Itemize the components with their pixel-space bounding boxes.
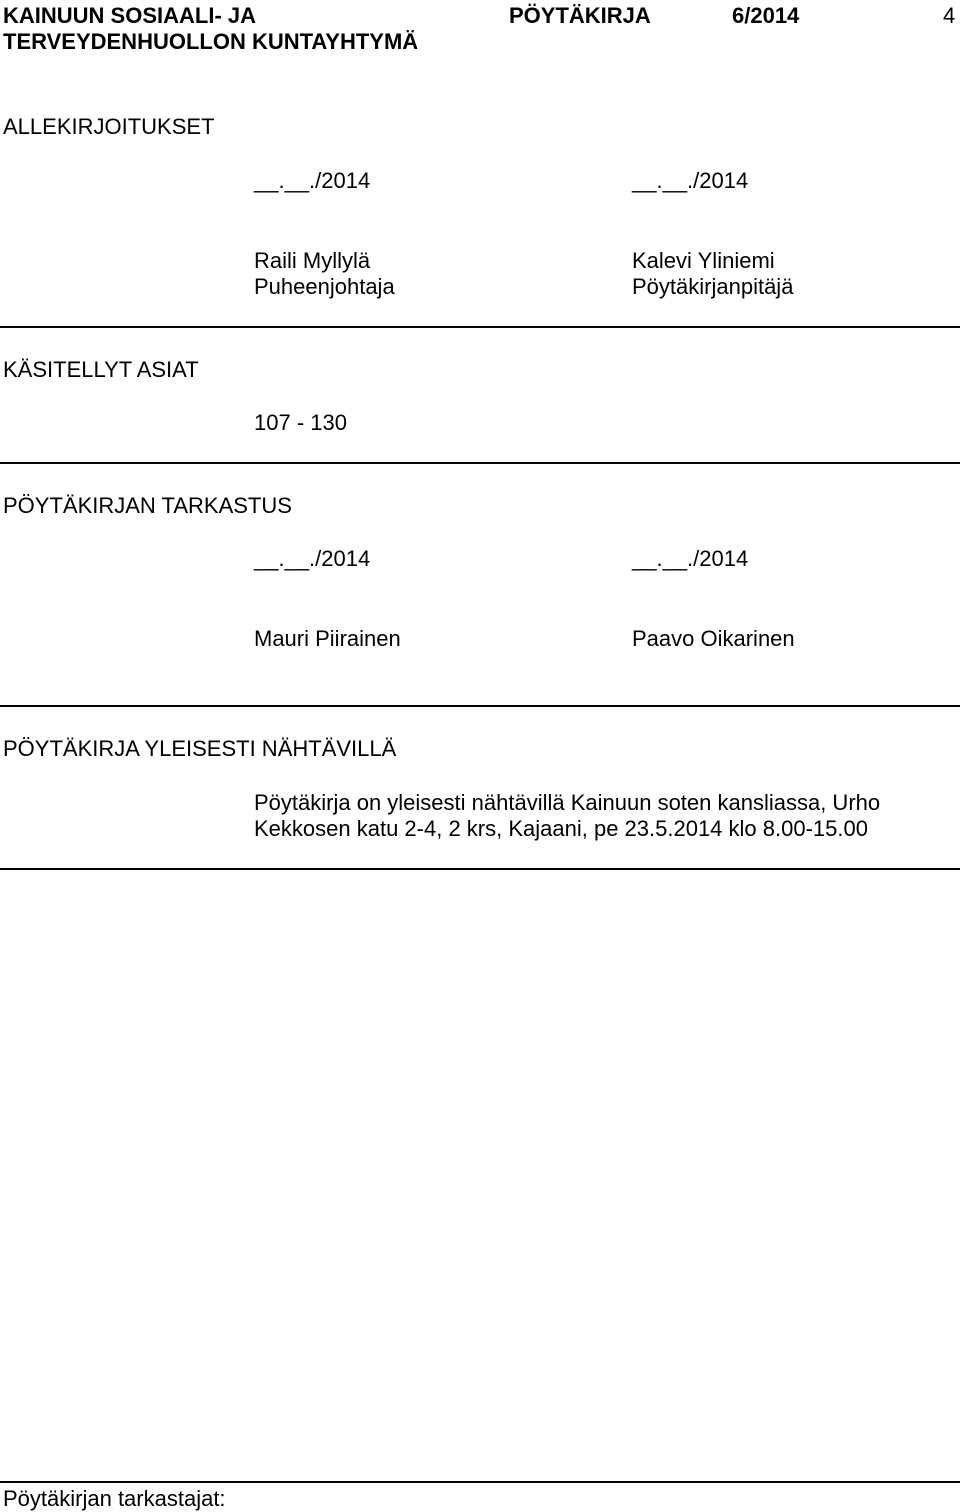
- review-heading: PÖYTÄKIRJAN TARKASTUS: [3, 493, 292, 518]
- divider: [0, 705, 960, 707]
- divider: [0, 326, 960, 328]
- review-date-right: __.__./2014: [632, 546, 749, 571]
- public-text-line1: Pöytäkirja on yleisesti nähtävillä Kainuun soten kansliassa, Urho: [254, 790, 881, 815]
- items-range: 107 - 130: [254, 410, 347, 435]
- document-type: PÖYTÄKIRJA: [509, 3, 651, 28]
- chair-role: Puheenjohtaja: [254, 274, 395, 299]
- footer-label: Pöytäkirjan tarkastajat:: [3, 1486, 226, 1511]
- reviewer-left-name: Mauri Piirainen: [254, 626, 401, 651]
- secretary-name: Kalevi Yliniemi: [632, 248, 775, 273]
- document-number: 6/2014: [732, 3, 800, 28]
- public-text-line2: Kekkosen katu 2-4, 2 krs, Kajaani, pe 23.5.2014 klo 8.00-15.00: [254, 816, 868, 841]
- secretary-role: Pöytäkirjanpitäjä: [632, 274, 794, 299]
- footer-divider: [0, 1481, 960, 1483]
- divider: [0, 462, 960, 464]
- signatures-heading: ALLEKIRJOITUKSET: [3, 114, 215, 139]
- signature-date-left: __.__./2014: [254, 168, 371, 193]
- organization-name-line1: KAINUUN SOSIAALI- JA: [3, 3, 257, 28]
- organization-name-line2: TERVEYDENHUOLLON KUNTAYHTYMÄ: [3, 29, 419, 54]
- public-heading: PÖYTÄKIRJA YLEISESTI NÄHTÄVILLÄ: [3, 736, 397, 761]
- chair-name: Raili Myllylä: [254, 248, 371, 273]
- page-number: 4: [943, 3, 956, 28]
- items-heading: KÄSITELLYT ASIAT: [3, 357, 199, 382]
- review-date-left: __.__./2014: [254, 546, 371, 571]
- divider: [0, 868, 960, 870]
- reviewer-right-name: Paavo Oikarinen: [632, 626, 795, 651]
- signature-date-right: __.__./2014: [632, 168, 749, 193]
